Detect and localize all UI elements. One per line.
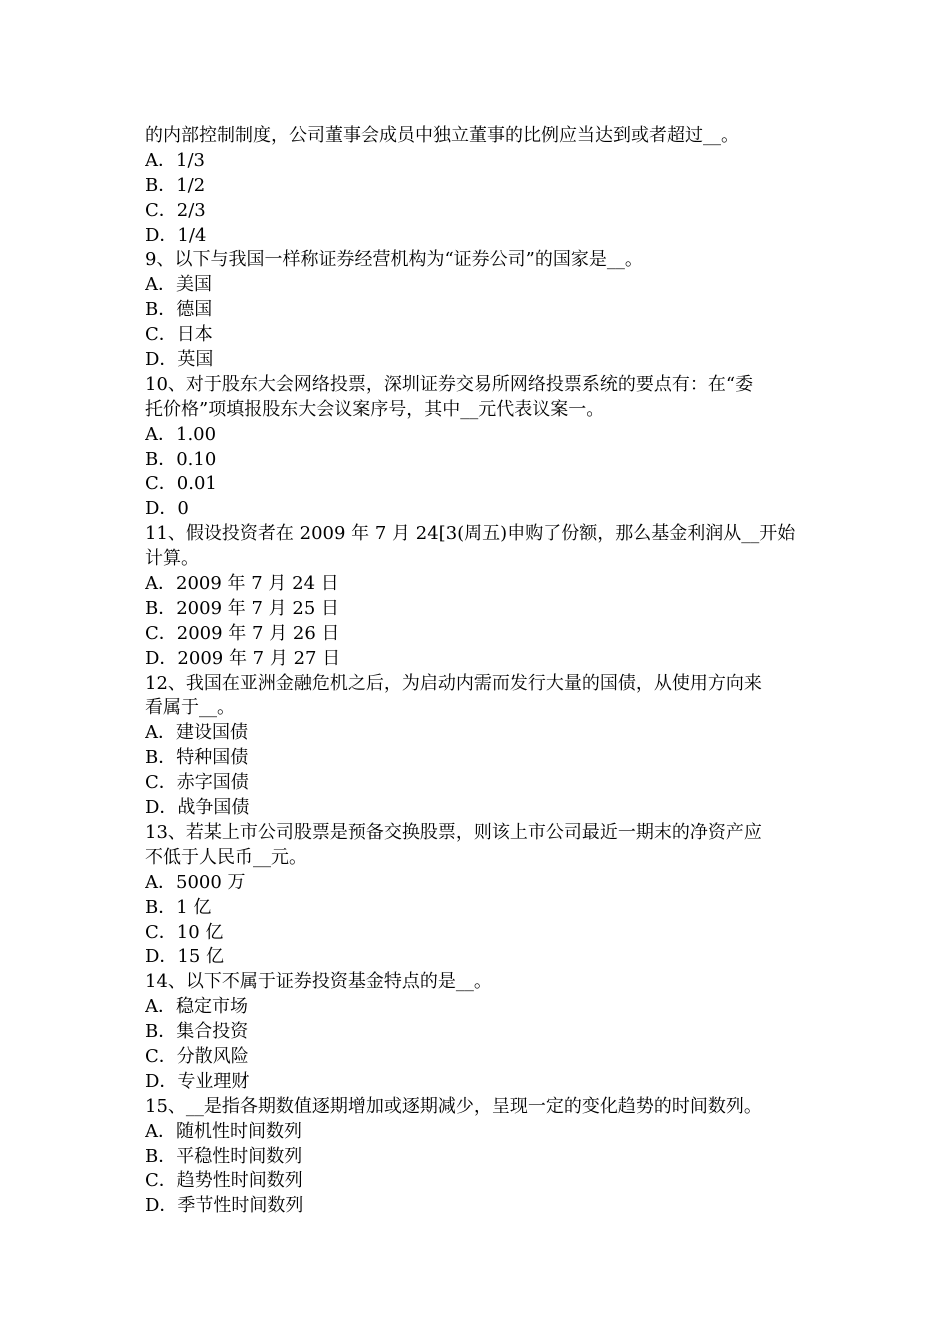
option-c: C．趋势性时间数列 — [145, 1170, 303, 1192]
question-13-stem: 13、若某上市公司股票是预备交换股票，则该上市公司最近一期末的净资产应 — [145, 821, 762, 843]
question-stem-text: 的内部控制制度，公司董事会成员中独立董事的比例应当达到或者超过__。 — [145, 125, 739, 146]
option-d: D．2009 年 7 月 27 日 — [145, 647, 341, 669]
option-d: D．战争国债 — [145, 797, 250, 819]
option-a: A．随机性时间数列 — [145, 1120, 302, 1142]
question-15-stem: 15、__是指各期数值逐期增加或逐期减少，呈现一定的变化趋势的时间数列。 — [145, 1095, 762, 1117]
option-c: C．2009 年 7 月 26 日 — [145, 622, 340, 644]
question-12-stem: 12、我国在亚洲金融危机之后，为启动内需而发行大量的国债，从使用方向来 — [145, 672, 762, 694]
option-b: B．2009 年 7 月 25 日 — [145, 597, 340, 619]
option-b: B．特种国债 — [145, 747, 249, 769]
option-d: D．季节性时间数列 — [145, 1195, 304, 1217]
option-d: D．15 亿 — [145, 946, 225, 968]
option-d: D．1/4 — [145, 224, 207, 246]
option-b: B．集合投资 — [145, 1021, 249, 1043]
option-a: A．2009 年 7 月 24 日 — [145, 573, 339, 595]
option-c: C．2/3 — [145, 199, 206, 221]
option-b: B．0.10 — [145, 448, 217, 470]
option-c: C．10 亿 — [145, 921, 224, 943]
option-a: A．建设国债 — [145, 722, 248, 744]
question-14-stem: 14、以下不属于证券投资基金特点的是__。 — [145, 971, 492, 993]
option-c: C．0.01 — [145, 473, 217, 495]
question-10-stem-cont: 托价格”项填报股东大会议案序号，其中__元代表议案一。 — [145, 398, 605, 420]
option-c: C．日本 — [145, 324, 213, 346]
option-c: C．赤字国债 — [145, 772, 249, 794]
option-a: A．1/3 — [145, 149, 205, 171]
question-11-stem-cont: 计算。 — [145, 548, 199, 570]
question-12-stem-cont: 看属于__。 — [145, 697, 235, 719]
question-13-stem-cont: 不低于人民币__元。 — [145, 846, 307, 868]
option-a: A．稳定市场 — [145, 996, 248, 1018]
option-b: B．1/2 — [145, 174, 206, 196]
option-b: B．德国 — [145, 299, 213, 321]
question-10-stem: 10、对于股东大会网络投票，深圳证券交易所网络投票系统的要点有：在“委 — [145, 373, 754, 395]
option-c: C．分散风险 — [145, 1045, 249, 1067]
option-a: A．美国 — [145, 274, 212, 296]
option-b: B．平稳性时间数列 — [145, 1145, 303, 1167]
option-a: A．5000 万 — [145, 871, 246, 893]
option-d: D．专业理财 — [145, 1070, 250, 1092]
question-11-stem: 11、假设投资者在 2009 年 7 月 24[3(周五)申购了份额，那么基金利润从__开始 — [145, 523, 796, 545]
option-b: B．1 亿 — [145, 896, 212, 918]
question-9-stem: 9、以下与我国一样称证券经营机构为“证券公司”的国家是__。 — [145, 249, 643, 271]
option-d: D．0 — [145, 498, 189, 520]
document-page — [145, 124, 810, 1219]
option-a: A．1.00 — [145, 423, 217, 445]
option-d: D．英国 — [145, 349, 214, 371]
